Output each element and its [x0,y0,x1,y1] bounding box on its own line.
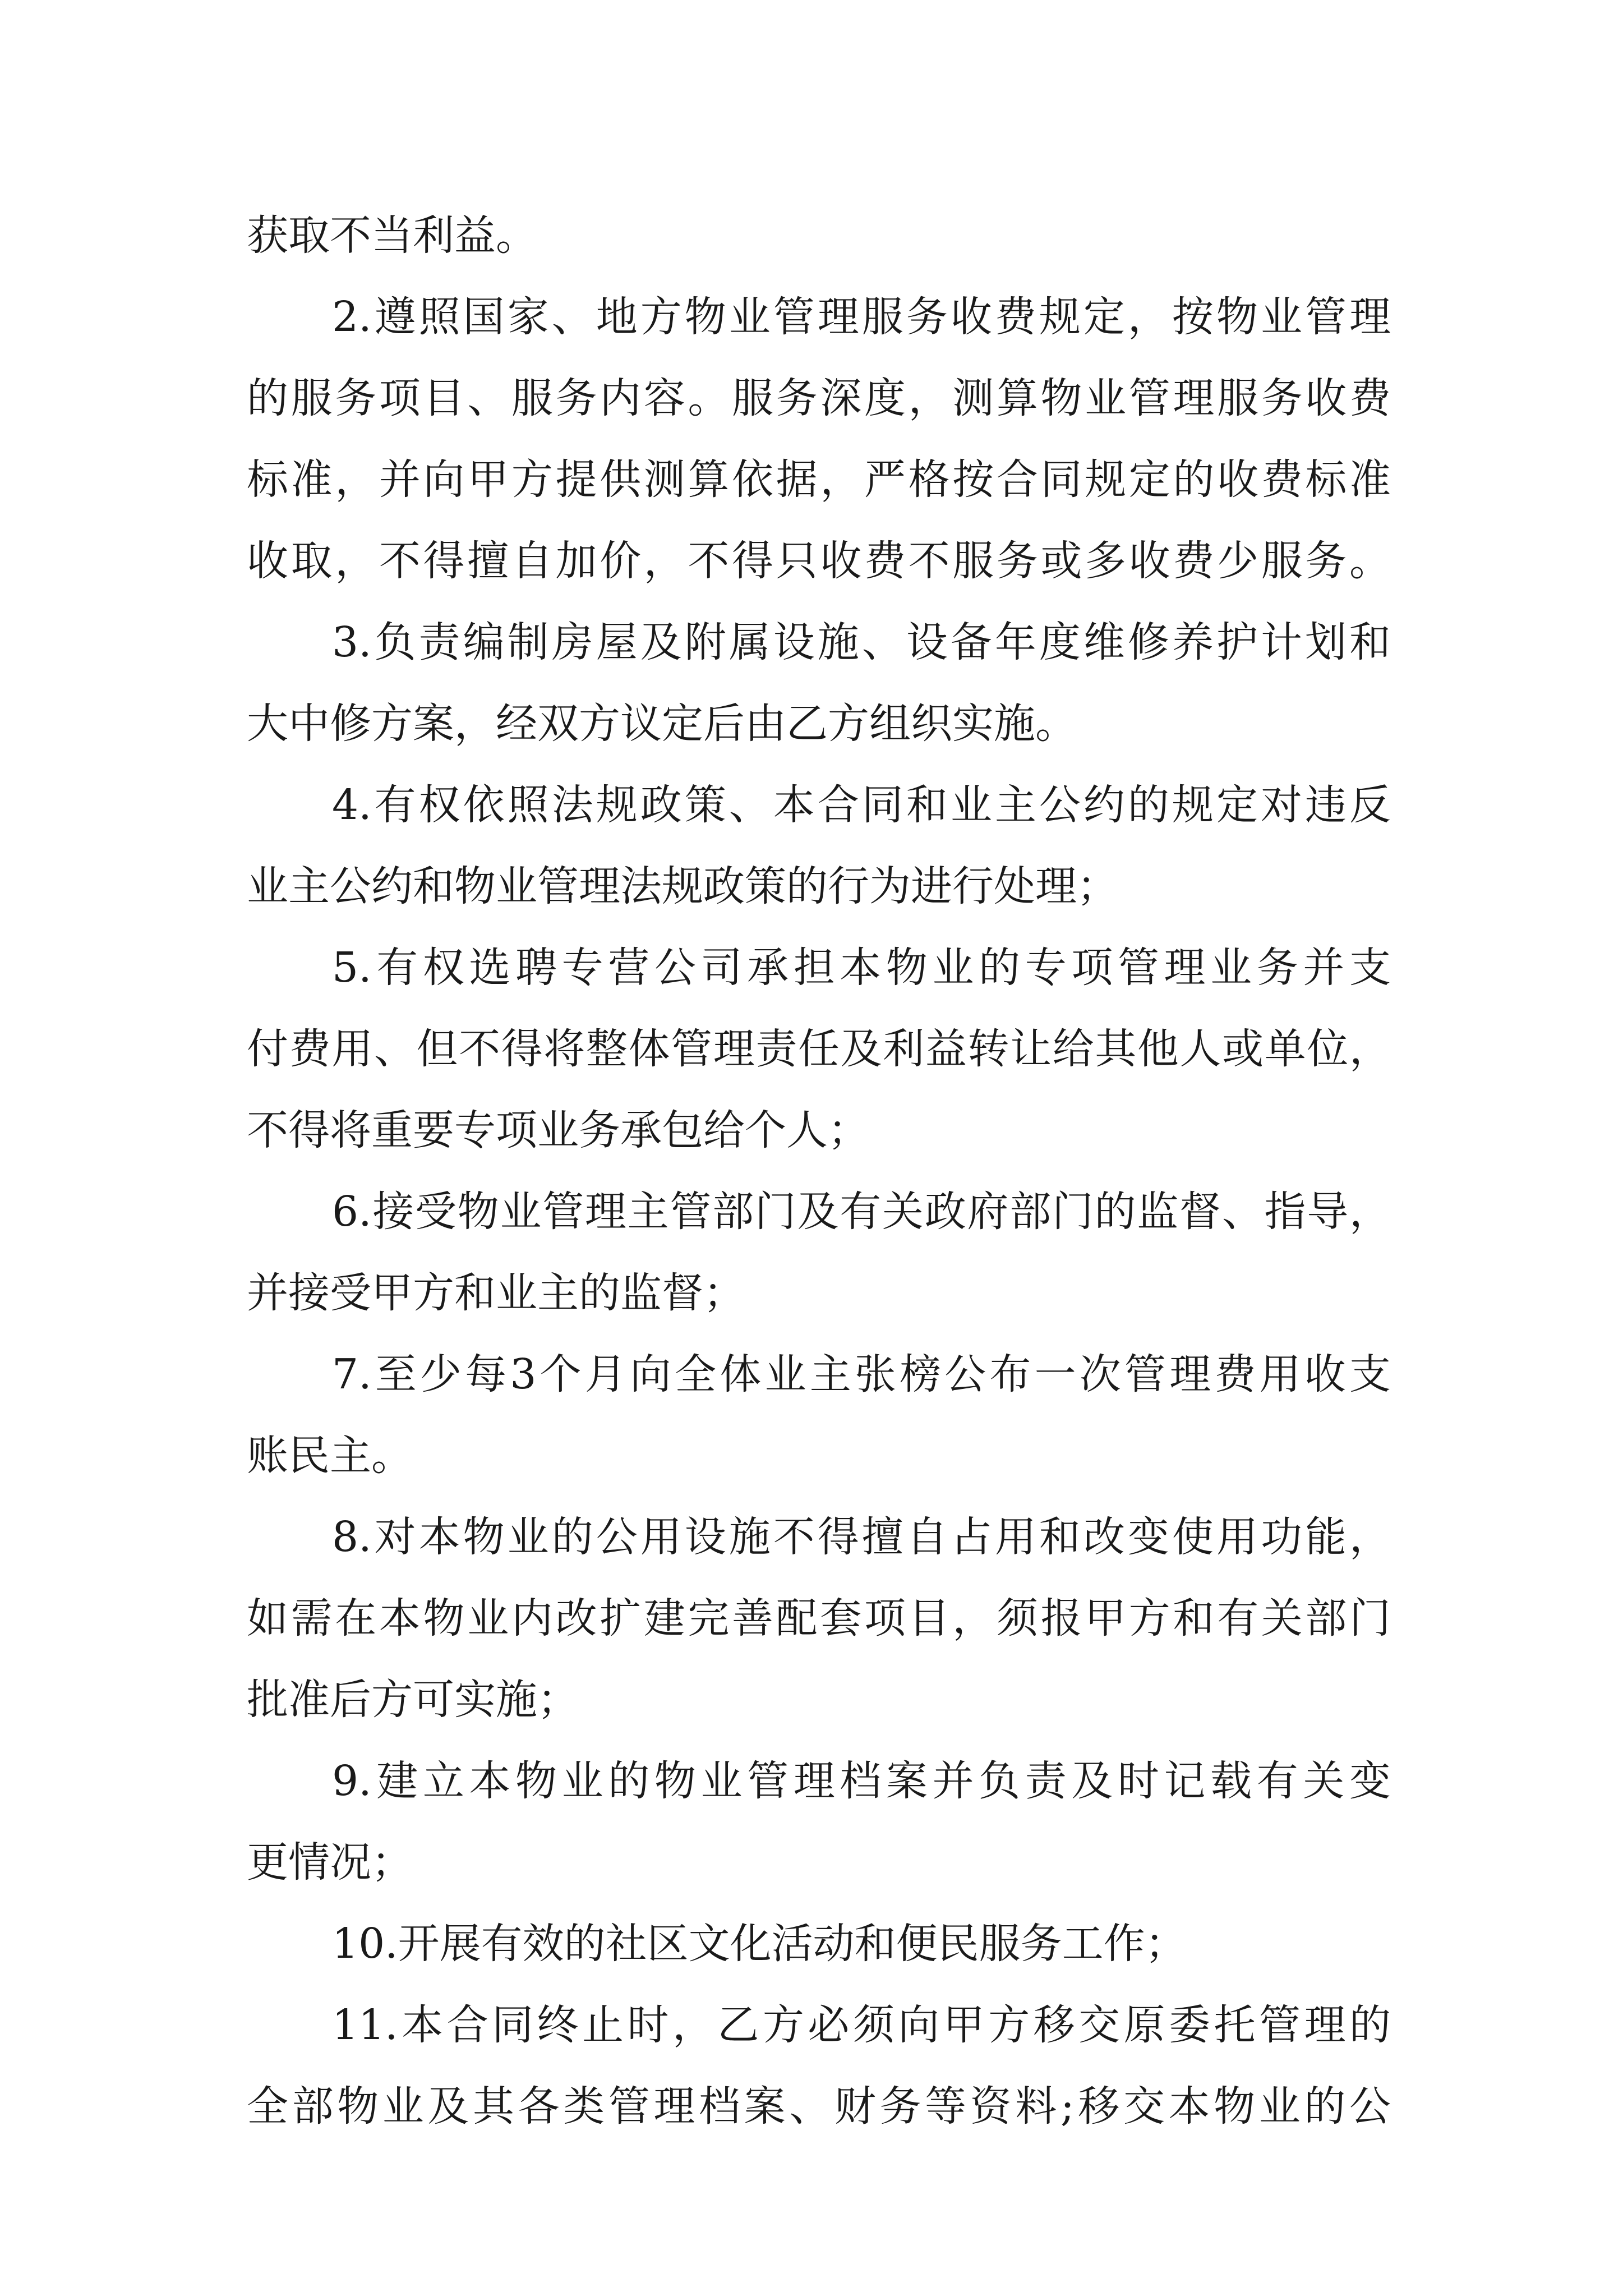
text-line: 7.至少每3个月向全体业主张榜公布一次管理费用收支 [332,1350,1391,1398]
text-line: 10.开展有效的社区文化活动和便民服务工作； [332,1920,1187,1968]
text-line: 并接受甲方和业主的监督； [247,1269,745,1317]
text-line: 2.遵照国家、地方物业管理服务收费规定，按物业管理 [332,293,1391,341]
text-line: 不得将重要专项业务承包给个人； [247,1106,869,1154]
text-line: 大中修方案，经双方议定后由乙方组织实施。 [247,700,1077,748]
text-line: 标准，并向甲方提供测算依据，严格按合同规定的收费标准 [247,455,1391,504]
text-line: 获取不当利益。 [247,211,537,260]
text-line: 6.接受物业管理主管部门及有关政府部门的监督、指导， [332,1188,1391,1236]
text-line: 9.建立本物业的物业管理档案并负责及时记载有关变 [332,1757,1391,1805]
text-line: 账民主。 [247,1432,413,1480]
text-line: 4.有权依照法规政策、本合同和业主公约的规定对违反 [332,781,1391,829]
text-line: 如需在本物业内改扩建完善配套项目，须报甲方和有关部门 [247,1594,1391,1642]
text-line: 业主公约和物业管理法规政策的行为进行处理； [247,862,1118,910]
text-line: 的服务项目、服务内容。服务深度，测算物业管理服务收费 [247,374,1391,422]
text-line: 11.本合同终止时，乙方必须向甲方移交原委托管理的 [332,2001,1391,2049]
text-line: 全部物业及其各类管理档案、财务等资料;移交本物业的公 [247,2082,1391,2131]
text-line: 更情况； [247,1838,413,1887]
text-line: 5.有权选聘专营公司承担本物业的专项管理业务并支 [332,944,1391,992]
text-line: 收取，不得擅自加价，不得只收费不服务或多收费少服务。 [247,537,1391,585]
text-line: 批准后方可实施； [247,1676,579,1724]
text-line: 付费用、但不得将整体管理责任及利益转让给其他人或单位， [247,1025,1391,1073]
text-line: 3.负责编制房屋及附属设施、设备年度维修养护计划和 [332,618,1391,666]
text-line: 8.对本物业的公用设施不得擅自占用和改变使用功能， [332,1513,1391,1561]
